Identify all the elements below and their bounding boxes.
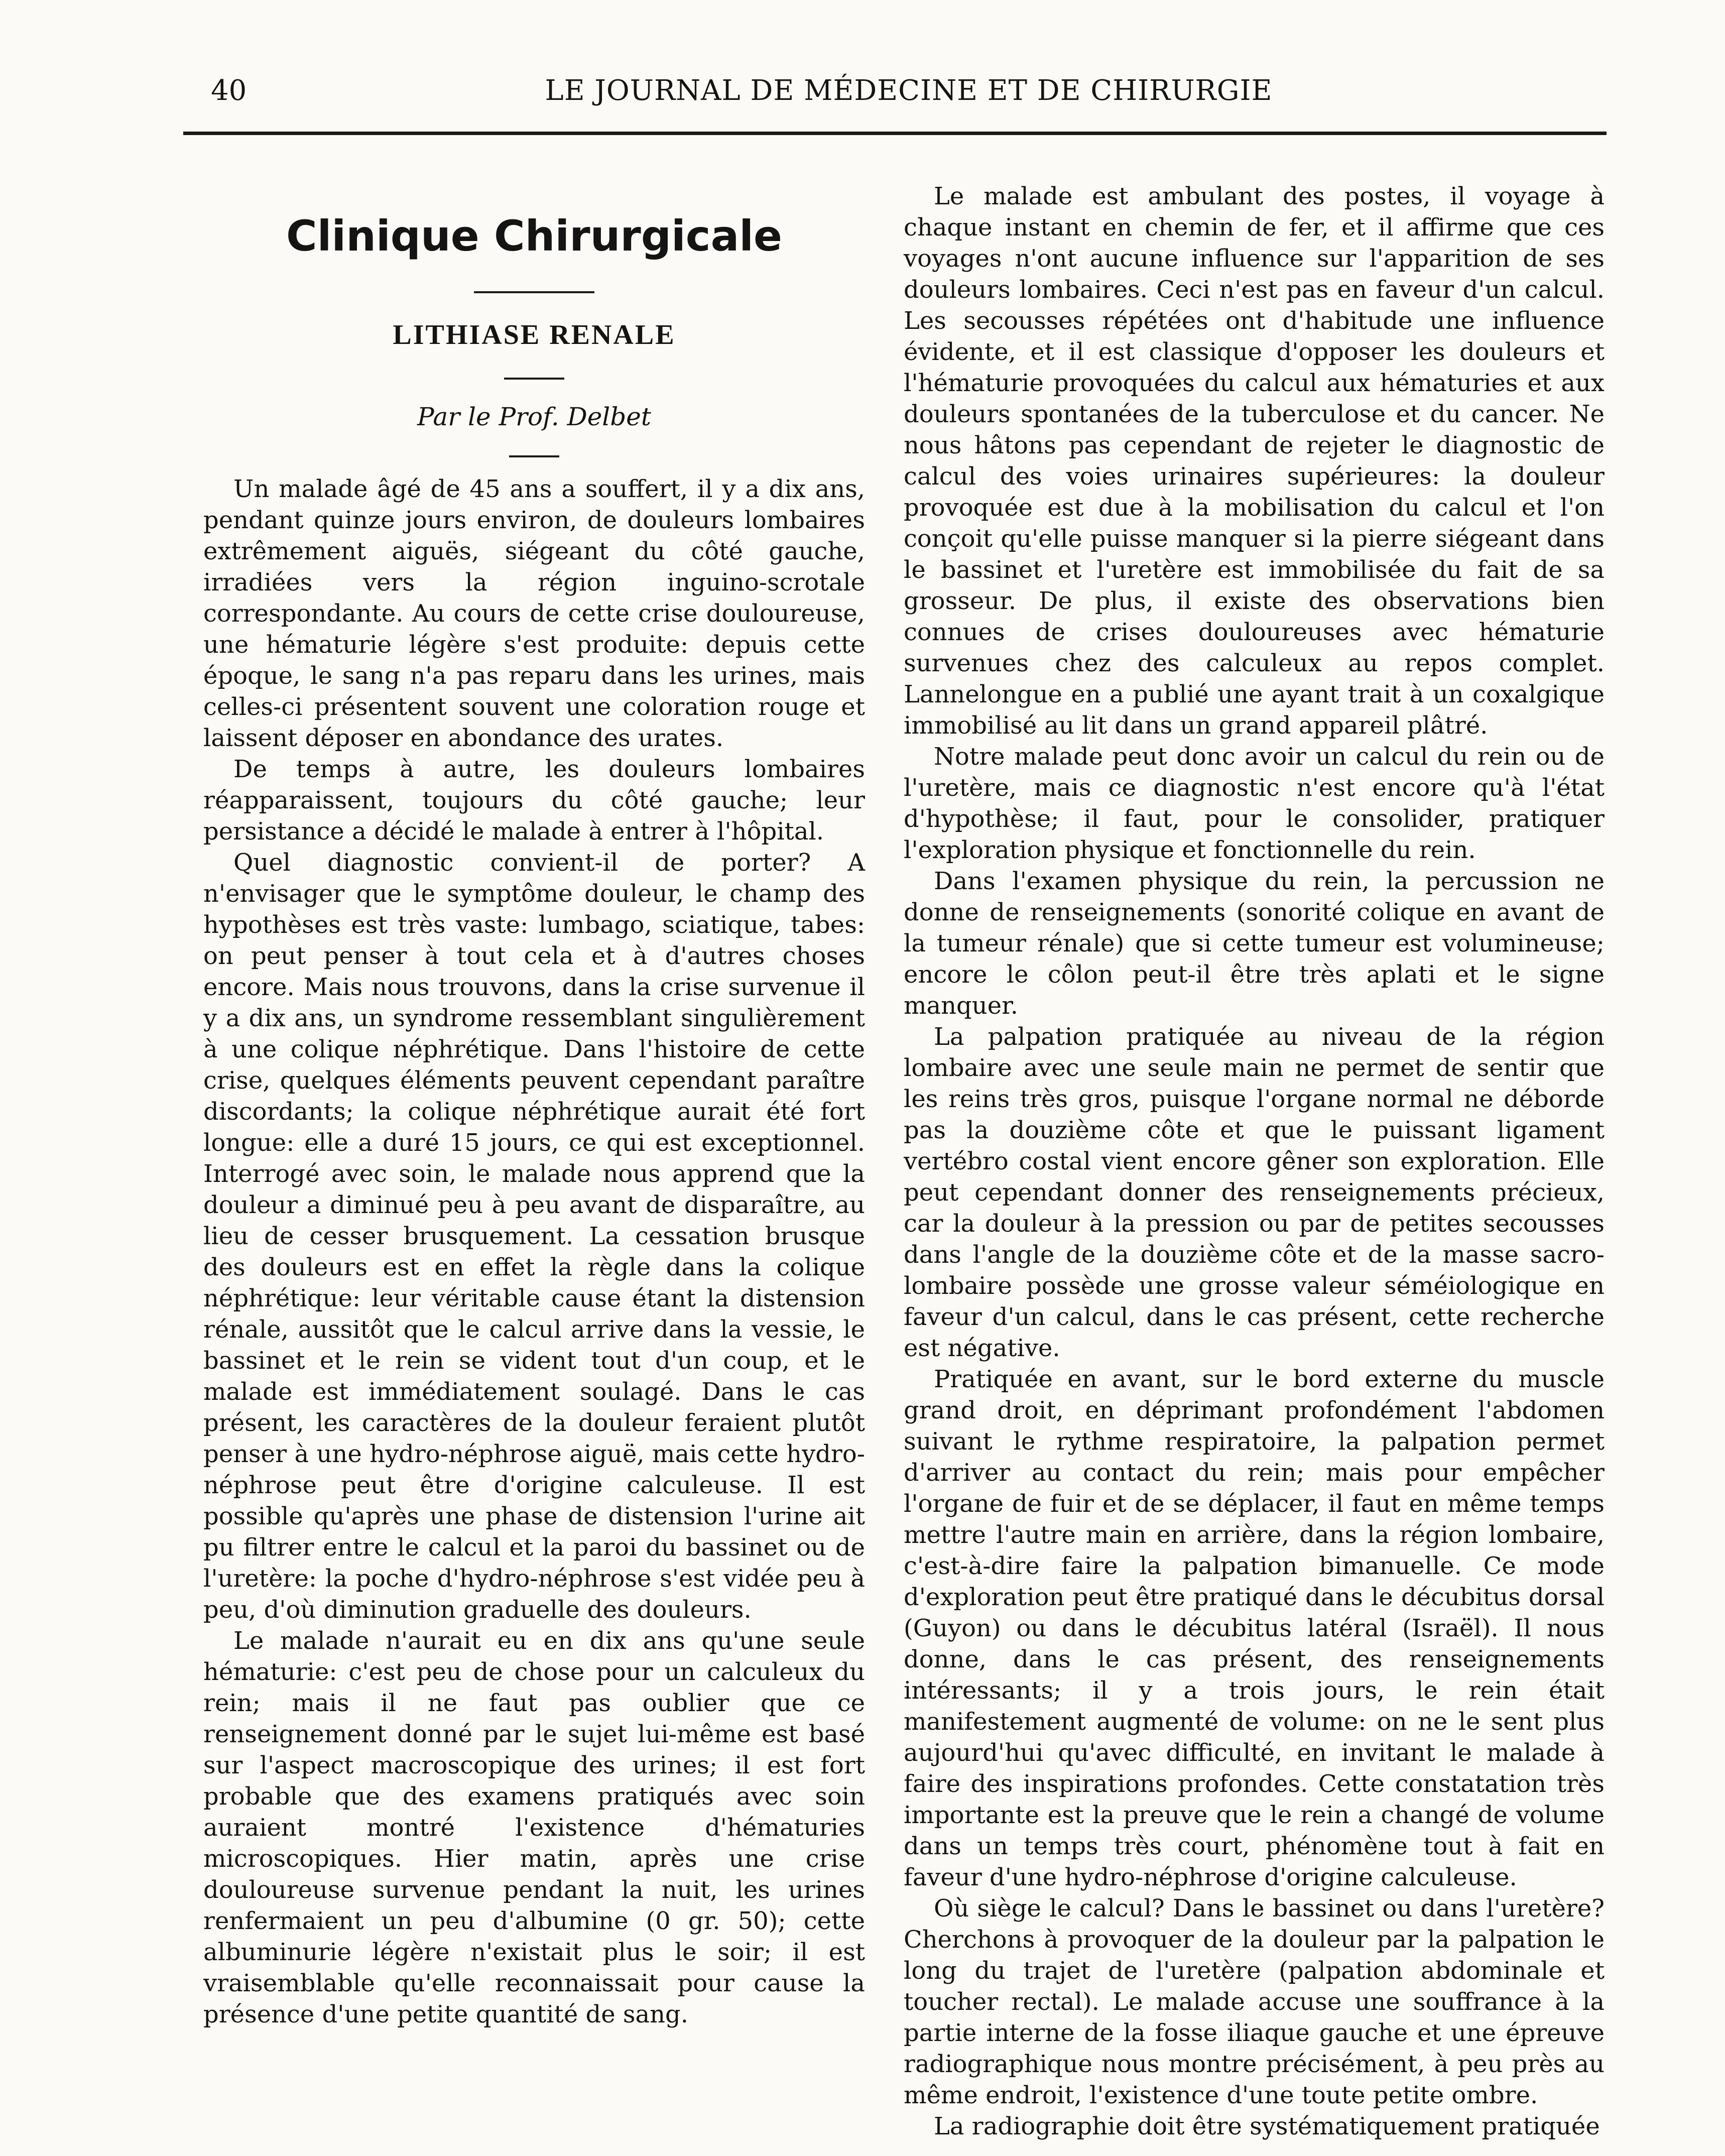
header-rule bbox=[183, 132, 1607, 135]
paragraph: La radiographie doit être systématiquement pratiquée bbox=[934, 2112, 1600, 2140]
subtitle-divider bbox=[504, 378, 564, 380]
paragraph: Un malade âgé de 45 ans a souffert, il y a dix ans, pendant quinze jours environ, de douleurs lombaires extrêmement aiguës, siégeant du côté gauche, irradiées vers la région inguino-scrotale correspondante. Au cours de cette crise douloureuse, une hématurie légère s'est produite: depuis cette époque, le sang n'a pas reparu dans les urines, mais celles-ci présentent souvent une coloration rouge et laissent déposer en abondance des urates. bbox=[203, 475, 865, 752]
title-divider bbox=[474, 291, 594, 293]
journal-title: LE JOURNAL DE MÉDECINE ET DE CHIRURGIE bbox=[545, 74, 1273, 107]
byline-divider bbox=[509, 455, 559, 457]
page-number: 40 bbox=[211, 74, 247, 107]
article-title: LITHIASE RENALE bbox=[393, 319, 676, 350]
right-column bbox=[904, 181, 1605, 2140]
paragraph: Quel diagnostic convient-il de porter? A n'envisager que le symptôme douleur, le champ des hypothèses est très vaste: lumbago, sciatique, tabes: on peut penser à tout cela et à d'autres choses encore. Mais nous trouvons, dans la crise survenue il y a dix ans, un syndrome ressemblant singulièrement à une colique néphrétique. Dans l'histoire de cette crise, quelques éléments peuvent cependant paraître discordants; la colique néphrétique aurait été fort longue: elle a duré 15 jours, ce qui est exceptionnel. Interrogé avec soin, le malade nous apprend que la douleur a diminué peu à peu avant de disparaître, au lieu de cesser brusquement. La cessation brusque des douleurs est en effet la règle dans la colique néphrétique: leur véritable cause étant la distension rénale, aussitôt que le calcul arrive dans la vessie, le bassinet et le rein se vident tout d'un coup, et le malade est immédiatement soulagé. Dans le cas présent, les caractères de la douleur feraient plutôt penser à une hydro-néphrose aiguë, mais cette hydro-néphrose peut être d'origine calculeuse. Il est possible qu'après une phase de distension l'urine ait pu filtrer entre le calcul et la paroi du bassinet ou de l'uretère: la poche d'hydro-néphrose s'est vidée peu à peu, d'où diminution graduelle des douleurs. bbox=[203, 849, 865, 1624]
page-header bbox=[0, 74, 1725, 114]
paragraph: La palpation pratiquée au niveau de la région lombaire avec une seule main ne permet de sentir que les reins très gros, puisque l'organe normal ne déborde pas la douzième côte et que le puissant ligament vertébro costal vient encore gêner son exploration. Elle peut cependant donner des renseignements précieux, car la douleur à la pression ou par de petites secousses dans l'angle de la douzième côte et de la masse sacro-lombaire possède une grosse valeur séméiologique en faveur d'un calcul, dans le cas présent, cette recherche est négative. bbox=[904, 1023, 1605, 1362]
left-column bbox=[203, 188, 865, 2046]
paragraph: Le malade n'aurait eu en dix ans qu'une seule hématurie: c'est peu de chose pour un calculeux du rein; mais il ne faut pas oublier que ce renseignement donné par le sujet lui-même est basé sur l'aspect macroscopique des urines; il est fort probable que des examens pratiqués avec soin auraient montré l'existence d'hématuries microscopiques. Hier matin, après une crise douloureuse survenue pendant la nuit, les urines renfermaient un peu d'albumine (0 gr. 50); cette albuminurie légère n'existait plus le soir; il est vraisemblable qu'elle reconnaissait pour cause la présence d'une petite quantité de sang. bbox=[203, 1627, 865, 2028]
paragraph: Dans l'examen physique du rein, la percussion ne donne de renseignements (sonorité colique en avant de la tumeur rénale) que si cette tumeur est volumineuse; encore le côlon peut-il être très aplati et le signe manquer. bbox=[904, 867, 1605, 1020]
paragraph: Le malade est ambulant des postes, il voyage à chaque instant en chemin de fer, et il affirme que ces voyages n'ont aucune influence sur l'apparition de ses douleurs lombaires. Ceci n'est pas en faveur d'un calcul. Les secousses répétées ont d'habitude une influence évidente, et il est classique d'opposer les douleurs et l'hématurie provoquées du calcul aux hématuries et aux douleurs spontanées de la tuberculose et du cancer. Ne nous hâtons pas cependant de rejeter le diagnostic de calcul des voies urinaires supérieures: la douleur provoquée est due à la mobilisation du calcul et l'on conçoit qu'elle puisse manquer si la pierre siégeant dans le bassinet et l'uretère est immobilisée du fait de sa grosseur. De plus, il existe des observations bien connues de crises douloureuses avec hématurie survenues chez des calculeux au repos complet. Lannelongue en a publié une ayant trait à un coxalgique immobilisé au lit dans un grand appareil plâtré. bbox=[904, 182, 1605, 740]
paragraph: Notre malade peut donc avoir un calcul du rein ou de l'uretère, mais ce diagnostic n'est encore qu'à l'état d'hypothèse; il faut, pour le consolider, pratiquer l'exploration physique et fonctionnelle du rein. bbox=[904, 743, 1605, 864]
paragraph: Pratiquée en avant, sur le bord externe du muscle grand droit, en déprimant profondément l'abdomen suivant le rythme respiratoire, la palpation permet d'arriver au contact du rein; mais pour empêcher l'organe de fuir et de se déplacer, il faut en même temps mettre l'autre main en arrière, dans la région lombaire, c'est-à-dire faire la palpation bimanuelle. Ce mode d'exploration peut être pratiqué dans le décubitus dorsal (Guyon) ou dans le décubitus latéral (Israël). Il nous donne, dans le cas présent, des renseignements intéressants; il y a trois jours, le rein était manifestement augmenté de volume: on ne le sent plus aujourd'hui qu'avec difficulté, en invitant le malade à faire des inspirations profondes. Cette constatation très importante est la preuve que le rein a changé de volume dans un temps très court, phénomène tout à fait en faveur d'une hydro-néphrose d'origine calculeuse. bbox=[904, 1365, 1605, 1891]
paragraph: De temps à autre, les douleurs lombaires réapparaissent, toujours du côté gauche; leur persistance a décidé le malade à entrer à l'hôpital. bbox=[203, 755, 865, 846]
section-title: Clinique Chirurgicale bbox=[286, 211, 783, 261]
paragraph: Où siège le calcul? Dans le bassinet ou dans l'uretère? Cherchons à provoquer de la douleur par la palpation le long du trajet de l'uretère (palpation abdominale et toucher rectal). Le malade accuse une souffrance à la partie interne de la fosse iliaque gauche et une épreuve radiographique nous montre précisément, à peu près au même endroit, l'existence d'une toute petite ombre. bbox=[904, 1894, 1605, 2109]
author-byline: Par le Prof. Delbet bbox=[417, 402, 651, 431]
